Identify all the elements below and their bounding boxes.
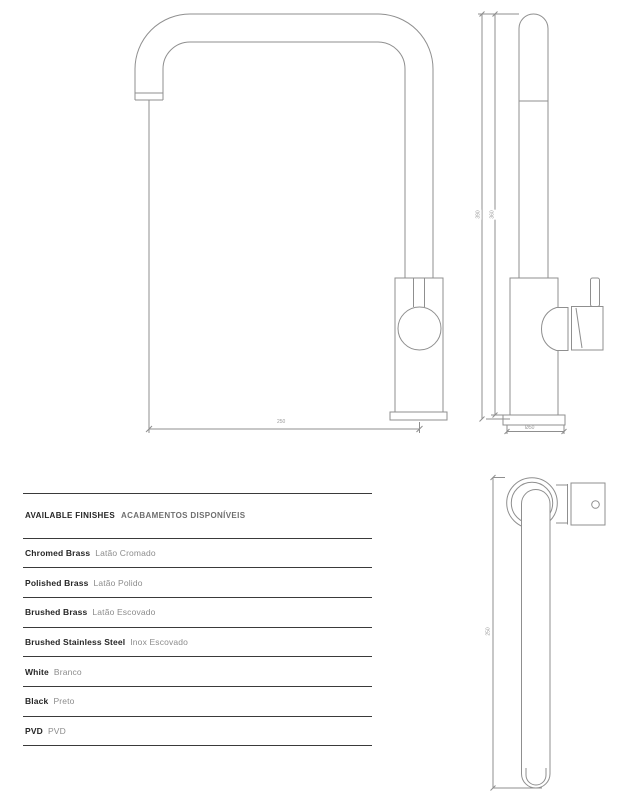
finish-name-en: PVD [25,725,43,736]
finish-name-pt: Preto [53,696,75,707]
dimension-label-side-height-b: 360 [489,210,496,219]
finish-row [23,539,372,569]
finish-row [23,568,372,598]
dimension-label-side-base: Ø50 [525,425,535,431]
side-view-drawing [475,12,603,435]
finish-name-pt: Latão Cromado [95,547,156,558]
top-view-drawing [491,475,606,791]
finish-row [23,628,372,658]
finish-name-en: Brushed Stainless Steel [25,636,126,647]
finish-row [23,717,372,747]
finish-name-en: Brushed Brass [25,607,88,618]
finish-name-pt: Latão Polido [93,577,143,588]
finish-row [23,598,372,628]
front-view-drawing [135,14,447,433]
finish-name-pt: Latão Escovado [92,607,156,618]
finishes-header-pt: ACABAMENTOS DISPONÍVEIS [121,511,246,521]
finish-name-en: White [25,666,49,677]
finishes-table-header [23,494,372,539]
finish-name-pt: Branco [53,666,82,677]
dimension-label-side-height-a: 390 [475,210,482,219]
finish-row [23,657,372,687]
finish-name-pt: PVD [47,725,66,736]
finish-name-en: Black [25,696,49,707]
finish-name-en: Polished Brass [25,577,89,588]
dimension-label-top-length: 250 [485,627,492,636]
finishes-table [23,493,372,746]
finish-name-en: Chromed Brass [25,547,91,558]
dimension-label-front-reach: 250 [277,419,286,425]
finish-name-pt: Inox Escovado [130,636,189,647]
finish-row [23,687,372,717]
finishes-header-en: AVAILABLE FINISHES [25,511,116,521]
